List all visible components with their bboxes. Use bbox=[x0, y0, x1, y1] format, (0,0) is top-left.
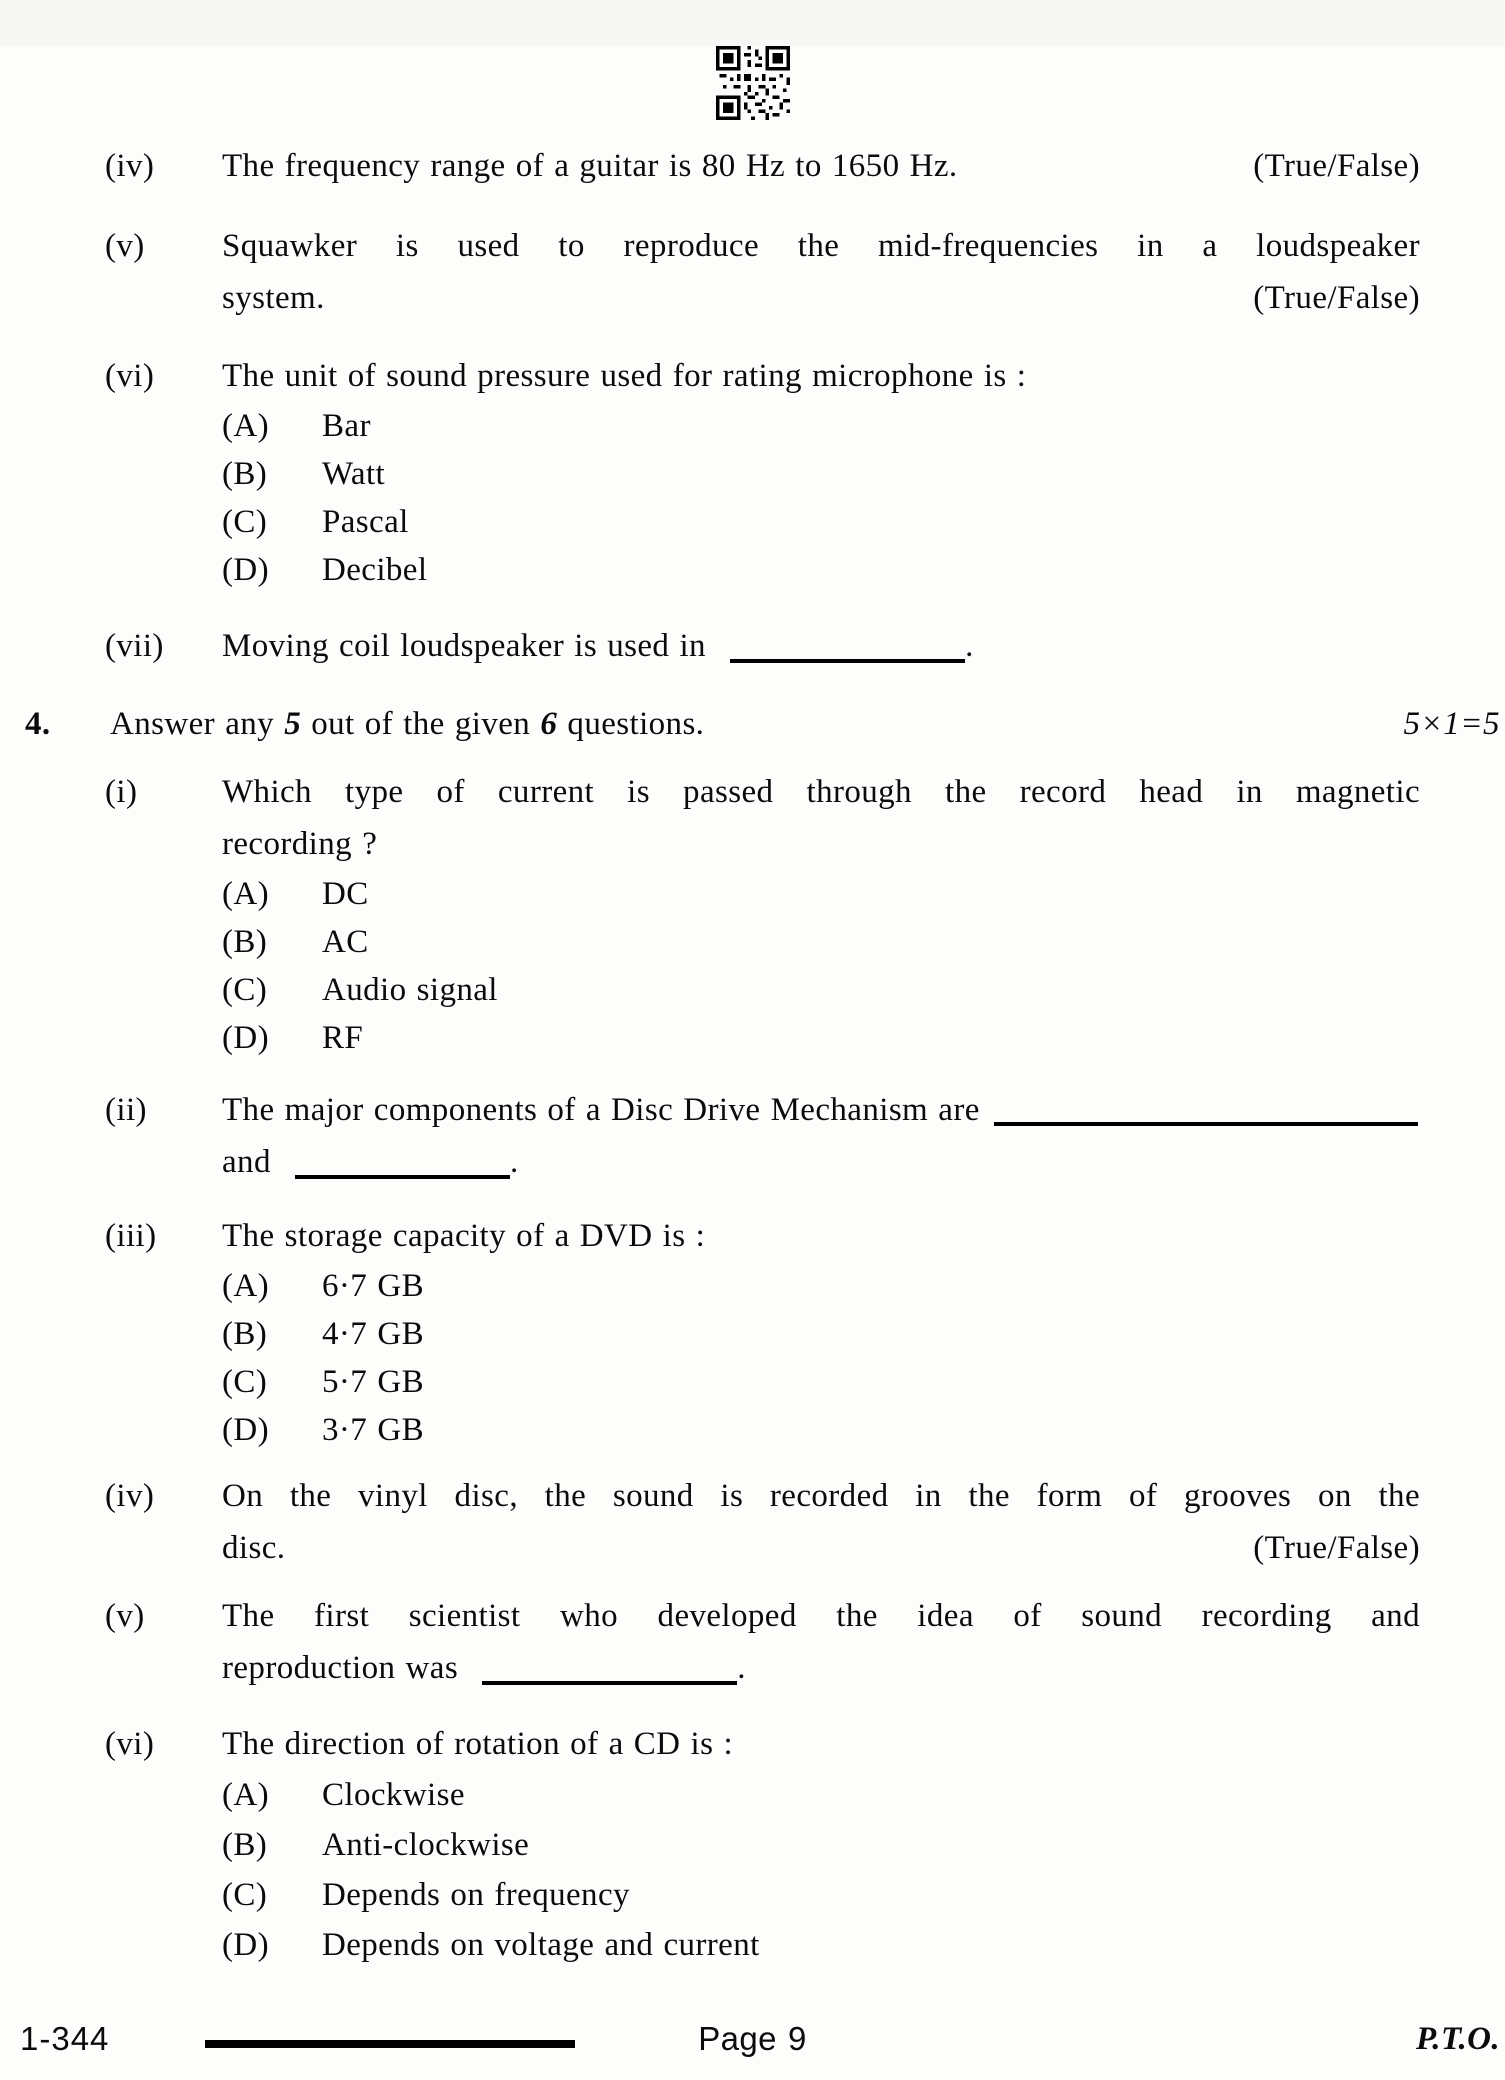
question-4-header bbox=[0, 698, 1505, 750]
option-row bbox=[222, 498, 1420, 546]
question-item-vi bbox=[0, 350, 1505, 594]
option-row bbox=[222, 966, 1420, 1014]
option-row bbox=[222, 870, 1420, 918]
option-row bbox=[222, 1358, 1420, 1406]
question-text: The first scientist who developed the idea of sound recording and bbox=[222, 1598, 1420, 1634]
option-row bbox=[222, 1014, 1420, 1062]
question-label: (iii) bbox=[105, 1218, 157, 1254]
option-row bbox=[222, 918, 1420, 966]
period: . bbox=[737, 1650, 746, 1686]
option-text: Watt bbox=[322, 456, 386, 492]
option-row bbox=[222, 1406, 1420, 1454]
option-row bbox=[222, 546, 1420, 594]
question-text: The frequency range of a guitar is 80 Hz to 1650 Hz. bbox=[222, 148, 958, 184]
question-text-continued: recording ? bbox=[222, 826, 378, 862]
option-label: (C) bbox=[222, 1364, 268, 1400]
question-item-vii bbox=[0, 620, 1505, 672]
option-label: (A) bbox=[222, 876, 270, 912]
option-row bbox=[222, 402, 1420, 450]
true-false-hint: (True/False) bbox=[1253, 280, 1420, 316]
answer-blank bbox=[295, 1175, 510, 1179]
period: . bbox=[965, 628, 974, 664]
period: . bbox=[510, 1144, 519, 1180]
qr-code-icon bbox=[714, 46, 792, 120]
option-label: (D) bbox=[222, 1927, 270, 1963]
option-label: (D) bbox=[222, 552, 270, 588]
page-footer bbox=[0, 2018, 1505, 2064]
option-row bbox=[222, 1820, 1420, 1870]
option-text: 6·7 GB bbox=[322, 1268, 424, 1304]
option-row bbox=[222, 450, 1420, 498]
question-label: (iv) bbox=[105, 1478, 155, 1514]
option-text: 5·7 GB bbox=[322, 1364, 424, 1400]
question-label: (v) bbox=[105, 1598, 145, 1634]
option-text: Clockwise bbox=[322, 1777, 465, 1813]
question-label: (vii) bbox=[105, 628, 164, 664]
option-label: (B) bbox=[222, 456, 268, 492]
option-label: (D) bbox=[222, 1020, 270, 1056]
option-text: AC bbox=[322, 924, 369, 960]
question-label: (vi) bbox=[105, 358, 155, 394]
option-text: RF bbox=[322, 1020, 364, 1056]
option-text: Bar bbox=[322, 408, 371, 444]
true-false-hint: (True/False) bbox=[1253, 148, 1420, 184]
q4-item-ii bbox=[0, 1084, 1505, 1188]
question-label: (v) bbox=[105, 228, 145, 264]
question-text-continued: and bbox=[222, 1144, 271, 1180]
marks-label: 5×1=5 bbox=[1403, 706, 1500, 742]
q4-item-iii bbox=[0, 1210, 1505, 1454]
q4-item-iv bbox=[0, 1470, 1505, 1574]
question-text: The unit of sound pressure used for rating microphone is : bbox=[222, 358, 1027, 394]
question-item-iv bbox=[0, 140, 1505, 192]
answer-blank bbox=[482, 1681, 737, 1685]
question-stem: Answer any 5 out of the given 6 questions. bbox=[110, 706, 705, 742]
option-label: (C) bbox=[222, 972, 268, 1008]
option-row bbox=[222, 1870, 1420, 1920]
question-text: Which type of current is passed through the record head in magnetic bbox=[222, 774, 1420, 810]
option-label: (B) bbox=[222, 1316, 268, 1352]
question-label: (iv) bbox=[105, 148, 155, 184]
option-row bbox=[222, 1920, 1420, 1970]
option-text: Depends on frequency bbox=[322, 1877, 630, 1913]
question-label: (i) bbox=[105, 774, 138, 810]
option-text: Pascal bbox=[322, 504, 409, 540]
option-label: (C) bbox=[222, 504, 268, 540]
option-text: Anti-clockwise bbox=[322, 1827, 530, 1863]
option-label: (A) bbox=[222, 408, 270, 444]
page-number: Page 9 bbox=[698, 2020, 807, 2057]
question-number: 4. bbox=[25, 706, 51, 742]
q4-item-vi bbox=[0, 1718, 1505, 1970]
option-label: (C) bbox=[222, 1877, 268, 1913]
exam-paper-page bbox=[0, 46, 1505, 2080]
option-row bbox=[222, 1770, 1420, 1820]
question-text: Moving coil loudspeaker is used in bbox=[222, 628, 706, 664]
true-false-hint: (True/False) bbox=[1253, 1530, 1420, 1566]
option-label: (D) bbox=[222, 1412, 270, 1448]
pto-label: P.T.O. bbox=[1415, 2021, 1500, 2057]
question-text: On the vinyl disc, the sound is recorded in the form of grooves on the bbox=[222, 1478, 1420, 1514]
question-item-v bbox=[0, 220, 1505, 324]
option-label: (A) bbox=[222, 1777, 270, 1813]
question-text: The storage capacity of a DVD is : bbox=[222, 1218, 706, 1254]
option-row bbox=[222, 1262, 1420, 1310]
option-text: 4·7 GB bbox=[322, 1316, 424, 1352]
answer-blank bbox=[730, 659, 965, 663]
option-label: (B) bbox=[222, 1827, 268, 1863]
option-text: Decibel bbox=[322, 552, 428, 588]
question-text: The direction of rotation of a CD is : bbox=[222, 1726, 734, 1762]
question-text: Squawker is used to reproduce the mid-frequencies in a loudspeaker bbox=[222, 228, 1420, 264]
q4-item-v bbox=[0, 1590, 1505, 1694]
option-text: Audio signal bbox=[322, 972, 498, 1008]
question-text: The major components of a Disc Drive Mechanism are bbox=[222, 1092, 980, 1128]
q4-item-i bbox=[0, 766, 1505, 1062]
option-text: 3·7 GB bbox=[322, 1412, 424, 1448]
option-text: Depends on voltage and current bbox=[322, 1927, 760, 1963]
question-text-continued: disc. bbox=[222, 1530, 286, 1566]
question-text-continued: system. bbox=[222, 280, 325, 316]
option-label: (A) bbox=[222, 1268, 270, 1304]
paper-code: 1-344 bbox=[20, 2020, 110, 2057]
question-label: (vi) bbox=[105, 1726, 155, 1762]
question-label: (ii) bbox=[105, 1092, 147, 1128]
option-text: DC bbox=[322, 876, 369, 912]
answer-blank bbox=[994, 1122, 1418, 1126]
question-text-continued: reproduction was bbox=[222, 1650, 459, 1686]
option-row bbox=[222, 1310, 1420, 1358]
option-label: (B) bbox=[222, 924, 268, 960]
